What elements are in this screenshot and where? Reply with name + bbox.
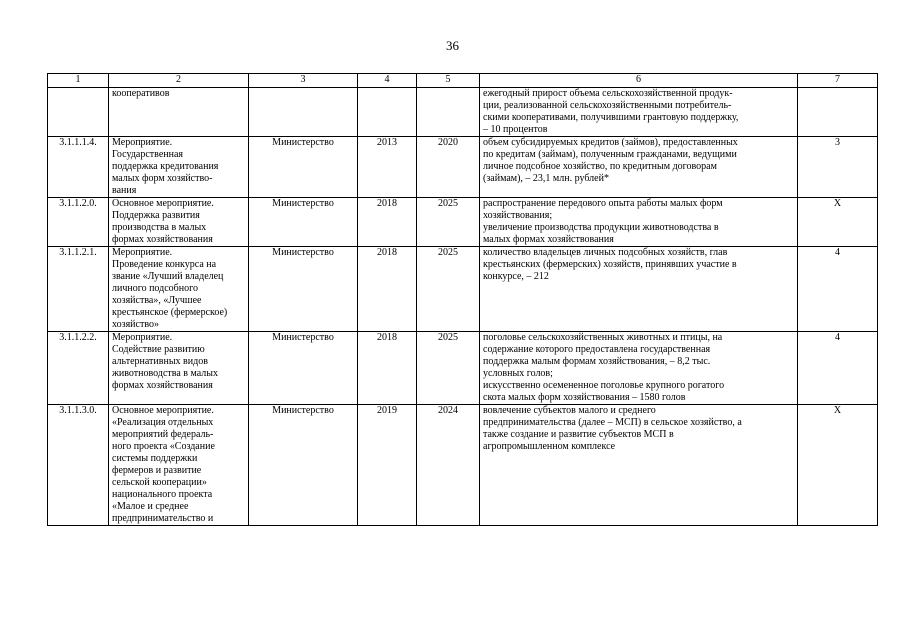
activity-name-line: производства в малых: [112, 222, 207, 233]
activity-name-line: Государственная: [112, 149, 184, 160]
indicator-line: хозяйствования;: [483, 210, 553, 221]
column-header-1: 1: [48, 74, 109, 88]
activity-name-line: Мероприятие.: [112, 332, 173, 343]
indicator-line: (займам), – 23,1 млн. рублей*: [483, 173, 609, 184]
executor: Министерство: [249, 137, 358, 198]
indicator-ref: [798, 88, 878, 137]
executor: [249, 88, 358, 137]
column-header-3: 3: [249, 74, 358, 88]
indicator-line: конкурсе, – 212: [483, 271, 549, 282]
table-row: [48, 198, 878, 247]
activity-name-line: кооперативов: [112, 88, 170, 99]
column-header-5: 5: [417, 74, 480, 88]
activity-name-line: Содействие развитию: [112, 344, 205, 355]
program-table: [47, 73, 878, 526]
activity-name: [109, 247, 249, 332]
indicator-line: распространение передового опыта работы малых форм: [483, 198, 723, 209]
indicator-line: поддержка малым формам хозяйствования, – 8,2 тыс.: [483, 356, 711, 367]
indicator-line: искусственно осемененное поголовье крупного рогатого: [483, 380, 725, 391]
indicator-line: агропромышленном комплексе: [483, 441, 616, 452]
executor: Министерство: [249, 332, 358, 405]
activity-name-line: формах хозяйствования: [112, 234, 213, 245]
activity-name-line: ного проекта «Создание: [112, 441, 215, 452]
activity-name-line: сельской кооперации»: [112, 477, 207, 488]
column-number-row: [48, 74, 878, 88]
indicator-text: [480, 247, 798, 332]
indicator-line: предпринимательства (далее – МСП) в сельское хозяйство, а: [483, 417, 742, 428]
indicator-line: скими кооперативами, получившими грантовую поддержку,: [483, 112, 739, 123]
end-year: [417, 88, 480, 137]
column-header-7: 7: [798, 74, 878, 88]
activity-name-line: животноводства в малых: [112, 368, 219, 379]
indicator-line: содержание которого предоставлена государственная: [483, 344, 711, 355]
indicator-line: вовлечение субъектов малого и среднего: [483, 405, 656, 416]
executor: Министерство: [249, 247, 358, 332]
end-year: 2025: [417, 198, 480, 247]
column-header-6: 6: [480, 74, 798, 88]
indicator-line: количество владельцев личных подсобных хозяйств, глав: [483, 247, 728, 258]
executor: Министерство: [249, 198, 358, 247]
activity-name: [109, 332, 249, 405]
activity-name-line: вания: [112, 185, 137, 196]
activity-name-line: «Реализация отдельных: [112, 417, 214, 428]
executor: Министерство: [249, 405, 358, 526]
activity-name-line: Проведение конкурса на: [112, 259, 217, 270]
indicator-line: также создание и развитие субъектов МСП в: [483, 429, 674, 440]
activity-name-line: Основное мероприятие.: [112, 198, 214, 209]
indicator-line: условных голов;: [483, 368, 553, 379]
activity-name: [109, 137, 249, 198]
activity-name-line: альтернативных видов: [112, 356, 208, 367]
indicator-line: ции, реализованной сельскохозяйственными потребитель-: [483, 100, 732, 111]
column-header-4: 4: [358, 74, 417, 88]
table-row: [48, 88, 878, 137]
indicator-line: малых формах хозяйствования: [483, 234, 614, 245]
start-year: 2013: [358, 137, 417, 198]
activity-name-line: личного подсобного: [112, 283, 198, 294]
indicator-line: ежегодный прирост объема сельскохозяйственной продук-: [483, 88, 733, 99]
activity-name-line: Мероприятие.: [112, 247, 173, 258]
indicator-line: крестьянских (фермерских) хозяйств, принявших участие в: [483, 259, 737, 270]
indicator-line: скота малых форм хозяйствования – 1580 голов: [483, 392, 686, 403]
indicator-ref: Х: [798, 198, 878, 247]
row-number: 3.1.1.2.1.: [48, 247, 109, 332]
activity-name-line: Мероприятие.: [112, 137, 173, 148]
indicator-line: объем субсидируемых кредитов (займов), предоставленных: [483, 137, 738, 148]
activity-name: [109, 198, 249, 247]
indicator-line: увеличение производства продукции животноводства в: [483, 222, 719, 233]
end-year: 2020: [417, 137, 480, 198]
column-header-2: 2: [109, 74, 249, 88]
indicator-text: [480, 405, 798, 526]
end-year: 2025: [417, 247, 480, 332]
end-year: 2025: [417, 332, 480, 405]
indicator-ref: 3: [798, 137, 878, 198]
start-year: 2018: [358, 198, 417, 247]
activity-name-line: предпринимательство и: [112, 513, 214, 524]
indicator-ref: 4: [798, 247, 878, 332]
table-row: [48, 137, 878, 198]
row-number: 3.1.1.1.4.: [48, 137, 109, 198]
indicator-text: [480, 198, 798, 247]
activity-name-line: системы поддержки: [112, 453, 198, 464]
activity-name: [109, 405, 249, 526]
activity-name-line: «Малое и среднее: [112, 501, 189, 512]
activity-name-line: малых форм хозяйство-: [112, 173, 213, 184]
row-number: 3.1.1.3.0.: [48, 405, 109, 526]
activity-name-line: поддержка кредитования: [112, 161, 219, 172]
indicator-ref: 4: [798, 332, 878, 405]
activity-name-line: Поддержка развития: [112, 210, 200, 221]
table-row: [48, 405, 878, 526]
activity-name-line: крестьянское (фермерское): [112, 307, 228, 318]
page-number: 36: [446, 38, 459, 53]
activity-name-line: звание «Лучший владелец: [112, 271, 224, 282]
indicator-ref: Х: [798, 405, 878, 526]
activity-name: [109, 88, 249, 137]
start-year: 2018: [358, 332, 417, 405]
indicator-text: [480, 137, 798, 198]
activity-name-line: Основное мероприятие.: [112, 405, 214, 416]
row-number: 3.1.1.2.2.: [48, 332, 109, 405]
activity-name-line: фермеров и развитие: [112, 465, 202, 476]
table-row: [48, 332, 878, 405]
indicator-text: [480, 332, 798, 405]
activity-name-line: хозяйства», «Лучшее: [112, 295, 202, 306]
activity-name-line: национального проекта: [112, 489, 213, 500]
activity-name-line: формах хозяйствования: [112, 380, 213, 391]
indicator-line: поголовье сельскохозяйственных животных и птицы, на: [483, 332, 723, 343]
activity-name-line: мероприятий федераль-: [112, 429, 214, 440]
activity-name-line: хозяйство»: [112, 319, 159, 330]
indicator-line: по кредитам (займам), полученным гражданами, ведущими: [483, 149, 737, 160]
indicator-line: личное подсобное хозяйство, по кредитным договорам: [483, 161, 717, 172]
start-year: [358, 88, 417, 137]
row-number: 3.1.1.2.0.: [48, 198, 109, 247]
start-year: 2018: [358, 247, 417, 332]
indicator-text: [480, 88, 798, 137]
start-year: 2019: [358, 405, 417, 526]
row-number: [48, 88, 109, 137]
indicator-line: – 10 процентов: [483, 124, 548, 135]
end-year: 2024: [417, 405, 480, 526]
table-row: [48, 247, 878, 332]
